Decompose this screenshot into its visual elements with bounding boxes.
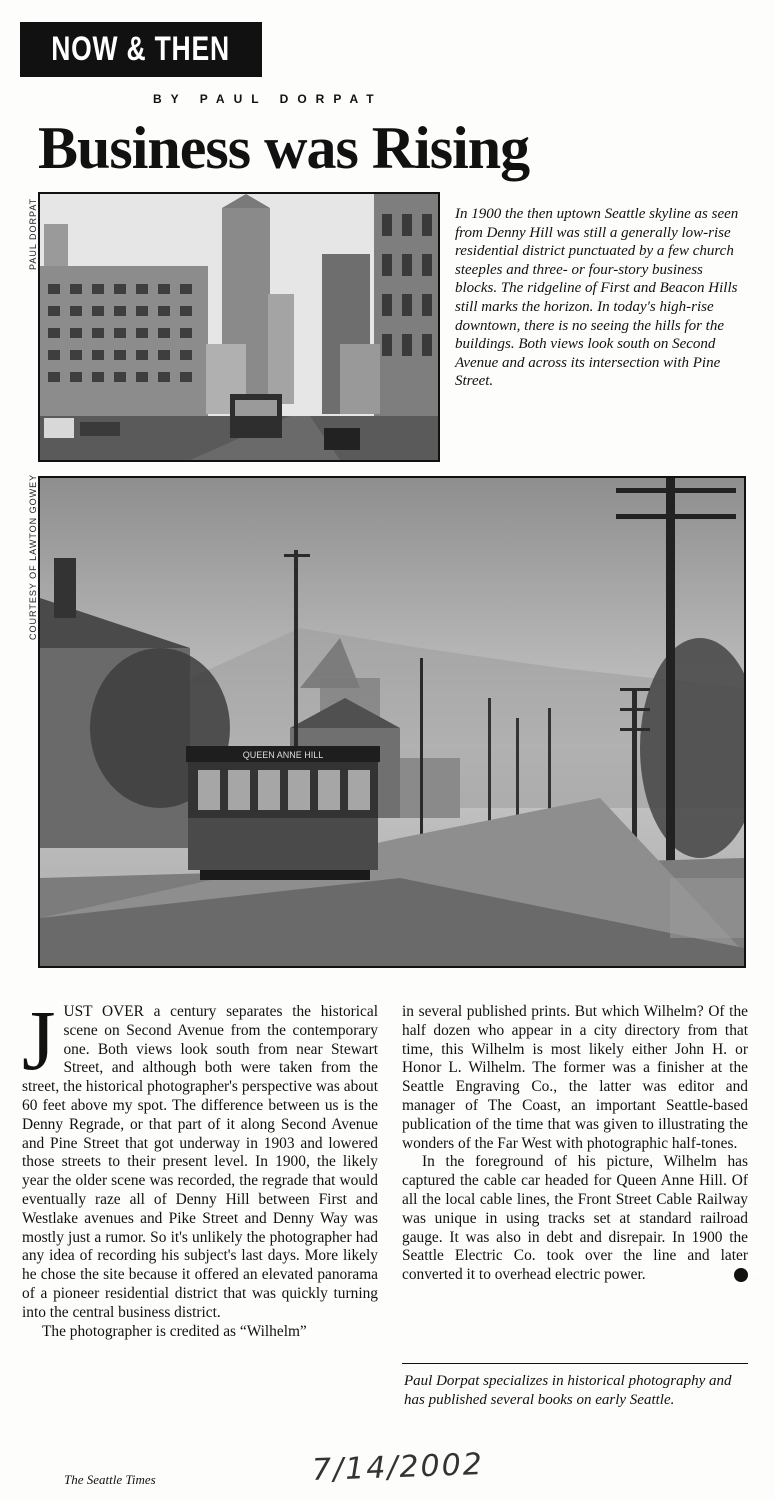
- cable-car-sign: QUEEN ANNE HILL: [242, 750, 324, 760]
- modern-street-image: [40, 194, 438, 460]
- photo-credit-then: COURTESY OF LAWTON GOWEY: [28, 473, 38, 640]
- bio-divider: [402, 1363, 748, 1364]
- column-label: NOW & THEN: [51, 30, 231, 68]
- headline: Business was Rising: [38, 115, 530, 181]
- drop-cap: J: [22, 992, 56, 1088]
- article-column-left: [22, 992, 378, 1341]
- article-paragraph-1: UST OVER a century separates the historical scene on Second Avenue from the contemporary one. Both views look south from near Stewart Street, and although both were taken from the street, the historical photographer's perspective was about 60 feet above my spot. The difference between us is the Denny Regrade, or that part of it along Second Avenue and Pine Street that got underway in 1903 and lowered those streets to their present level. In 1900, the likely year the older scene was recorded, the regrade that would eventually raze all of Denny Hill between First and Westlake avenues and Pike Street and Denny Way was mostly just a rumor. So it's unlikely the photographer had any idea of recording his subject's last days. More likely he chose the site because it offered an elevated panorama of a pioneer residential district that was quickly turning into the central business district.: [22, 1003, 378, 1321]
- photo-caption: In 1900 the then uptown Seattle skyline as seen from Denny Hill was still a generally low-rise residential district punctuated by a few church steeples and three- or four-story business blocks. The ridgeline of First and Beacon Hills still marks the horizon. In today's high-rise downtown, there is no seeing the hills for the buildings. Both views look south on Second Avenue and across its intersection with Pine Street.: [455, 206, 739, 390]
- article-paragraph-2-end: in several published prints. But which Wilhelm? Of the half dozen who appear in a city directory from that time, this Wilhelm is most likely either John H. or Honor L. Wilhelm. The former was a finisher at the Seattle Engraving Co., the latter was editor and manager of The Coast, an important Seattle-based publication of the time that was given to illustrating the wonders of the Far West with photographic half-tones.: [402, 1003, 748, 1152]
- modern-street-photo: [38, 192, 440, 462]
- byline: BY PAUL DORPAT: [153, 92, 383, 106]
- article-paragraph-3: In the foreground of his picture, Wilhelm has captured the cable car headed for Queen Anne Hill. Of all the local cable lines, the Front Street Cable Railway was unique in using tracks set at standard railroad gauge. It was also in debt and disrepair. In 1900 the Seattle Electric Co. took over the line and later converted it to overhead electric power.: [402, 1153, 748, 1284]
- historic-street-image: [40, 478, 744, 966]
- publication-name: The Seattle Times: [64, 1472, 156, 1487]
- column-label-box: [20, 22, 262, 77]
- author-bio: Paul Dorpat specializes in historical photography and has published several books on early Seattle.: [404, 1373, 732, 1408]
- handwritten-date: 7/14/2002: [311, 1447, 485, 1488]
- article-paragraph-2-start: The photographer is credited as “Wilhelm”: [42, 1322, 307, 1340]
- photo-credit-now: PAUL DORPAT: [28, 197, 38, 270]
- historic-street-photo: [38, 476, 746, 968]
- article-column-right: [402, 1003, 761, 1285]
- end-mark-icon: P: [734, 1268, 748, 1282]
